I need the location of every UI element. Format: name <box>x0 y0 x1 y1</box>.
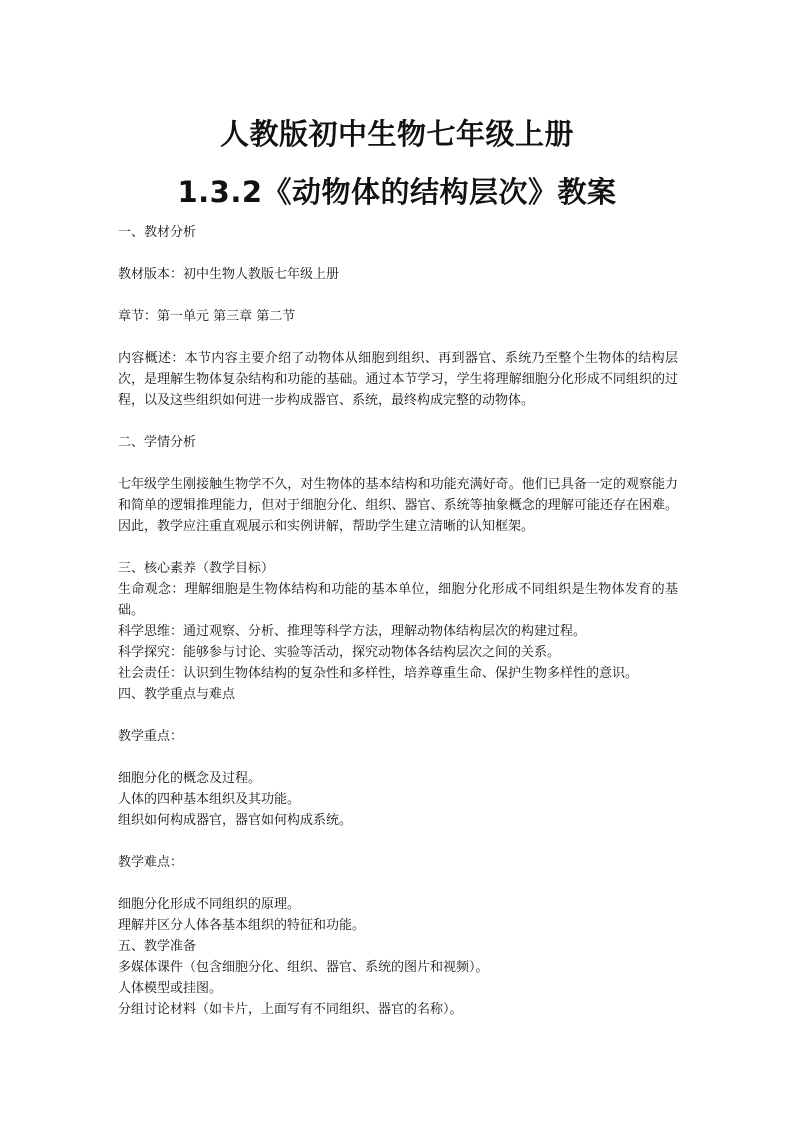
objective-inquiry: 科学探究：能够参与讨论、实验等活动，探究动物体各结构层次之间的关系。 <box>118 645 561 660</box>
key-point-item: 细胞分化的概念及过程。 <box>118 771 262 786</box>
key-point-item: 人体的四种基本组织及其功能。 <box>118 792 301 807</box>
section-heading-preparation: 五、教学准备 <box>118 939 197 954</box>
difficult-points-label: 教学难点： <box>118 855 184 870</box>
section-heading-students: 二、学情分析 <box>118 435 197 450</box>
textbook-version: 教材版本：初中生物人教版七年级上册 <box>118 267 340 282</box>
difficult-point-item: 理解并区分人体各基本组织的特征和功能。 <box>118 918 366 933</box>
content-overview: 内容概述：本节内容主要介绍了动物体从细胞到组织、再到器官、系统乃至整个生物体的结构层次，是理解生物体复杂结构和功能的基础。通过本节学习，学生将理解细胞分化形成不同组织的过程，以及这些组织如何进一步构成器官、系统，最终构成完整的动物体。 <box>118 351 678 408</box>
student-analysis: 七年级学生刚接触生物学不久，对生物体的基本结构和功能充满好奇。他们已具备一定的观察能力和简单的逻辑推理能力，但对于细胞分化、组织、器官、系统等抽象概念的理解可能还存在困难。因此，教学应注重直观展示和实例讲解，帮助学生建立清晰的认知框架。 <box>118 477 678 534</box>
section-heading-objectives: 三、核心素养（教学目标） <box>118 561 275 576</box>
document-title-line1: 人教版初中生物七年级上册 <box>219 117 574 151</box>
section-heading-key-points: 四、教学重点与难点 <box>118 687 236 702</box>
objective-thinking: 科学思维：通过观察、分析、推理等科学方法，理解动物体结构层次的构建过程。 <box>118 624 587 639</box>
preparation-item: 人体模型或挂图。 <box>118 981 223 996</box>
section-heading-materials: 一、教材分析 <box>118 225 197 240</box>
preparation-item: 分组讨论材料（如卡片，上面写有不同组织、器官的名称）。 <box>118 1002 463 1017</box>
key-point-item: 组织如何构成器官，器官如何构成系统。 <box>118 813 353 828</box>
difficult-point-item: 细胞分化形成不同组织的原理。 <box>118 897 301 912</box>
document-title-line2: 1.3.2《动物体的结构层次》教案 <box>177 175 617 209</box>
key-points-label: 教学重点： <box>118 729 184 744</box>
objective-life: 生命观念：理解细胞是生物体结构和功能的基本单位，细胞分化形成不同组织是生物体发育的基础。 <box>118 582 678 618</box>
preparation-item: 多媒体课件（包含细胞分化、组织、器官、系统的图片和视频）。 <box>118 960 489 975</box>
objective-responsibility: 社会责任：认识到生物体结构的复杂性和多样性，培养尊重生命、保护生物多样性的意识。 <box>118 666 639 681</box>
document-body <box>118 222 678 1020</box>
chapter-info: 章节：第一单元 第三章 第二节 <box>118 309 296 324</box>
